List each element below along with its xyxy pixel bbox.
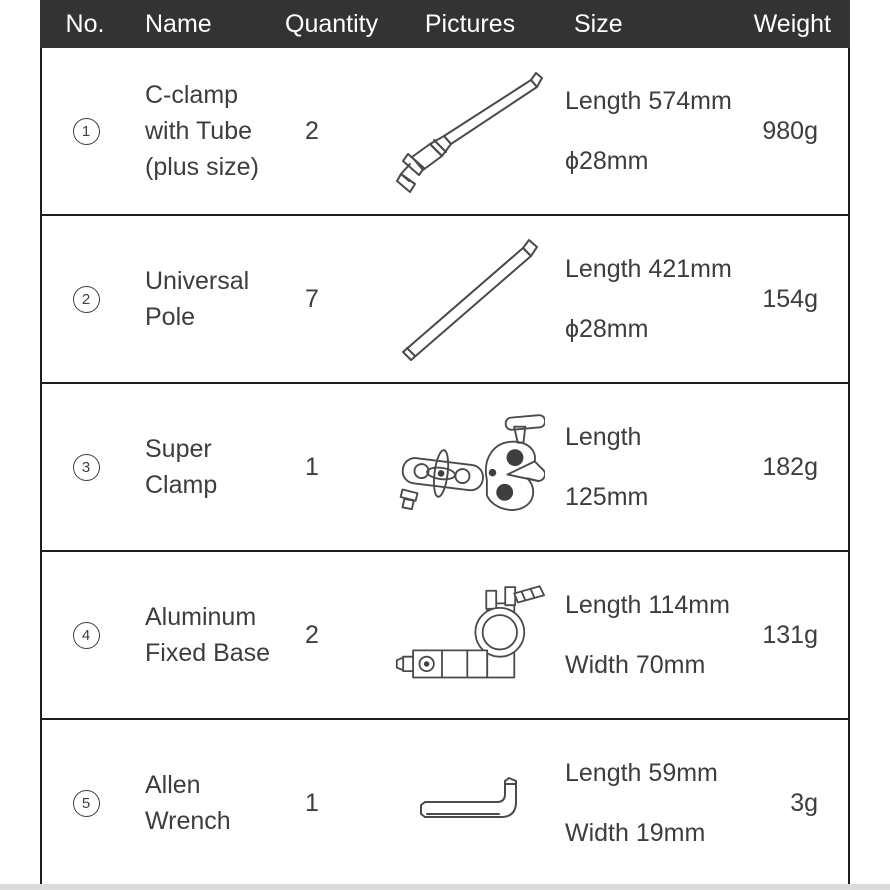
name-cell: [130, 263, 285, 335]
name-line: Allen: [145, 771, 201, 799]
size-line: Length 114mm: [565, 591, 730, 619]
size-cell: [545, 575, 740, 695]
size-cell: [545, 239, 740, 359]
row-number-cell: [42, 454, 130, 481]
name-line: (plus size): [145, 153, 259, 181]
row-number-cell: [42, 790, 130, 817]
picture-cell: [395, 576, 545, 694]
name-cell: [130, 599, 285, 671]
size-cell: [545, 743, 740, 863]
size-line: Length 574mm: [565, 87, 732, 115]
circled-number: 4: [73, 622, 100, 649]
name-line: Aluminum: [145, 603, 257, 631]
column-header-quantity: Quantity: [285, 9, 379, 38]
column-header-pictures: Pictures: [424, 9, 516, 38]
circled-number: 2: [73, 286, 100, 313]
picture-cell: [395, 68, 545, 194]
page-bottom-divider: [0, 884, 890, 890]
name-line: Universal: [145, 267, 250, 295]
name-cell: [130, 77, 285, 185]
weight-cell: 3g: [790, 788, 818, 817]
name-line: with Tube: [145, 117, 253, 145]
circled-number: 3: [73, 454, 100, 481]
picture-cell: [395, 234, 545, 364]
table-body: [40, 48, 850, 884]
c-clamp-with-tube-icon: [396, 68, 544, 194]
super-clamp-icon: [395, 409, 545, 525]
picture-cell: [395, 775, 545, 831]
name-line: Pole: [145, 303, 196, 331]
quantity-cell: 7: [305, 284, 319, 313]
table-row: [42, 552, 848, 720]
name-cell: [130, 767, 285, 839]
size-line: ϕ28mm: [565, 315, 649, 343]
quantity-cell: 2: [305, 620, 319, 649]
name-line: Super: [145, 435, 212, 463]
size-line: Length 421mm: [565, 255, 732, 283]
name-line: Fixed Base: [145, 639, 271, 667]
size-line: Width 70mm: [565, 651, 706, 679]
table-row: [42, 384, 848, 552]
weight-cell: 154g: [762, 284, 818, 313]
quantity-cell: 1: [305, 452, 319, 481]
column-header-no: No.: [65, 9, 105, 38]
weight-cell: 980g: [762, 116, 818, 145]
parts-spec-table: [40, 0, 850, 884]
column-header-name: Name: [145, 9, 212, 38]
circled-number: 5: [73, 790, 100, 817]
size-cell: [545, 407, 740, 527]
name-line: Wrench: [145, 807, 231, 835]
table-row: [42, 48, 848, 216]
name-line: Clamp: [145, 471, 218, 499]
weight-cell: 131g: [762, 620, 818, 649]
quantity-cell: 2: [305, 116, 319, 145]
row-number-cell: [42, 118, 130, 145]
weight-cell: 182g: [762, 452, 818, 481]
allen-wrench-icon: [418, 775, 522, 831]
row-number-cell: [42, 622, 130, 649]
universal-pole-icon: [395, 234, 545, 364]
size-line: 125mm: [565, 483, 649, 511]
circled-number: 1: [73, 118, 100, 145]
name-cell: [130, 431, 285, 503]
size-line: ϕ28mm: [565, 147, 649, 175]
row-number-cell: [42, 286, 130, 313]
table-header-row: [40, 0, 850, 48]
size-line: Length 59mm: [565, 759, 718, 787]
aluminum-fixed-base-icon: [395, 576, 545, 694]
table-row: [42, 216, 848, 384]
table-row: [42, 720, 848, 884]
quantity-cell: 1: [305, 788, 319, 817]
name-line: C-clamp: [145, 81, 239, 109]
size-line: Width 19mm: [565, 819, 706, 847]
picture-cell: [395, 409, 545, 525]
size-cell: [545, 71, 740, 191]
column-header-size: Size: [574, 9, 623, 38]
column-header-weight: Weight: [753, 9, 831, 38]
size-line: Length: [565, 423, 642, 451]
